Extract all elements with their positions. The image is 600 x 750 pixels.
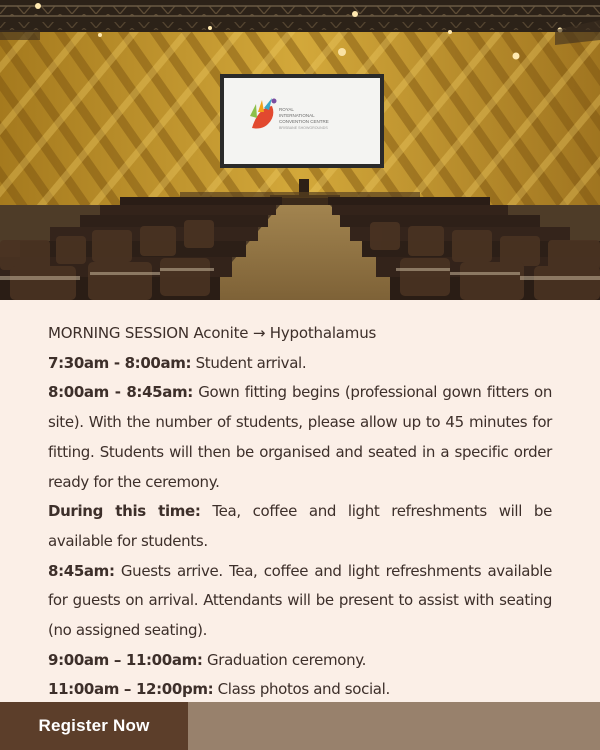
schedule-entry xyxy=(48,349,552,379)
entry-time: 8:00am - 8:45am: xyxy=(48,383,193,402)
footer-bar xyxy=(0,702,600,750)
register-now-button[interactable]: Register Now xyxy=(0,702,188,750)
schedule-entry xyxy=(48,646,552,676)
schedule-entry xyxy=(48,497,552,556)
entry-text: Student arrival. xyxy=(191,353,307,372)
entry-text: Guests arrive. Tea, coffee and light refreshments available for guests on arrival. Attendants will be present to assist with seating (no assigned seating). xyxy=(48,561,552,640)
entry-text: Graduation ceremony. xyxy=(202,650,367,669)
svg-text:CONVENTION CENTRE: CONVENTION CENTRE xyxy=(279,119,329,124)
schedule-entry xyxy=(48,378,552,497)
footer-fill xyxy=(188,702,600,750)
svg-text:BRISBANE SHOWGROUNDS: BRISBANE SHOWGROUNDS xyxy=(279,126,328,130)
schedule-entry xyxy=(48,557,552,646)
session-heading: MORNING SESSION Aconite → Hypothalamus xyxy=(48,324,377,342)
svg-text:ROYAL: ROYAL xyxy=(279,107,294,112)
morning-session-schedule xyxy=(48,319,552,705)
hero-image xyxy=(0,0,600,300)
entry-text: Class photos and social. xyxy=(213,680,390,699)
entry-time: 8:45am: xyxy=(48,561,115,580)
svg-text:INTERNATIONAL: INTERNATIONAL xyxy=(279,113,315,118)
entry-time: 7:30am - 8:00am: xyxy=(48,353,192,372)
entry-time: 11:00am – 12:00pm: xyxy=(48,680,214,699)
entry-time: 9:00am – 11:00am: xyxy=(48,650,203,669)
entry-time: During this time: xyxy=(48,502,201,521)
schedule-entry xyxy=(48,675,552,705)
entry-text: Tea, coffee and light refreshments will be available for students. xyxy=(48,502,552,550)
entry-text: Gown fitting begins (professional gown fitters on site). With the number of students, please allow up to 45 minutes for fitting. Students will then be organised and seated in a specific order ready for the ceremony. xyxy=(48,383,553,491)
convention-hall-photo xyxy=(0,0,600,300)
